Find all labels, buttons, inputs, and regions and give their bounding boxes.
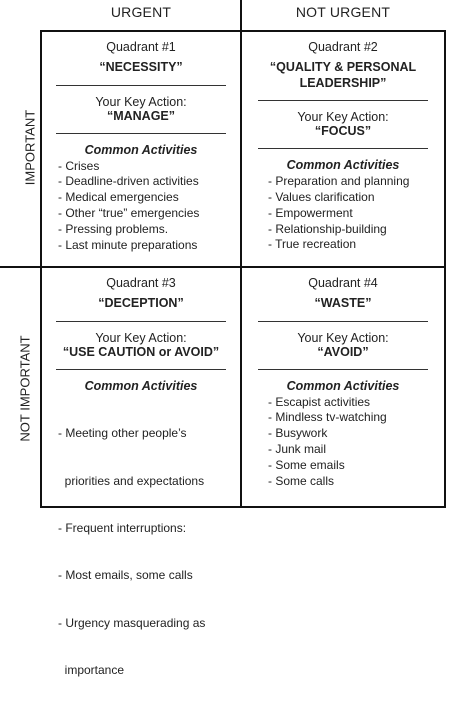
quadrant-name: “WASTE” — [314, 296, 372, 310]
key-action-value: “USE CAUTION or AVOID” — [62, 344, 220, 359]
key-action-value: “AVOID” — [317, 344, 369, 359]
activity-item: - Meeting other people’s — [58, 426, 187, 441]
quadrant-number: Quadrant #1 — [106, 40, 176, 54]
separator-line — [258, 321, 428, 322]
activity-item: - Some emails — [268, 457, 345, 472]
row-header-not-important: NOT IMPORTANT — [17, 335, 33, 442]
quadrant-number: Quadrant #2 — [308, 40, 378, 54]
activity-item: - Last minute preparations — [58, 237, 198, 252]
common-activities-title: Common Activities — [84, 142, 198, 157]
quadrant-number: Quadrant #3 — [106, 276, 176, 290]
common-activities-title: Common Activities — [286, 378, 400, 393]
separator-line — [56, 133, 226, 134]
activity-item: - Busywork — [268, 426, 328, 441]
activity-item: - Most emails, some calls — [58, 568, 193, 583]
separator-line — [56, 85, 226, 86]
activity-item: - Values clarification — [268, 190, 375, 205]
separator-line — [56, 369, 226, 370]
quadrant-number: Quadrant #4 — [308, 276, 378, 290]
activity-item: - Pressing problems. — [58, 221, 169, 236]
horizontal-divider — [0, 266, 446, 268]
key-action-value: “MANAGE” — [106, 108, 176, 123]
activity-item: importance — [58, 663, 125, 678]
common-activities-title: Common Activities — [286, 158, 400, 173]
activity-list — [256, 174, 430, 253]
separator-line — [56, 321, 226, 322]
quadrant-name: “NECESSITY” — [99, 60, 183, 74]
key-action-label: Your Key Action: — [297, 330, 389, 345]
quadrant-name: “QUALITY & PERSONAL LEADERSHIP” — [269, 60, 417, 90]
activity-list — [52, 159, 230, 254]
quadrant-4 — [242, 276, 444, 489]
activity-item: - Escapist activities — [268, 394, 371, 409]
activity-item: priorities and expectations — [58, 473, 205, 488]
quadrant-name: “DECEPTION” — [98, 296, 184, 310]
activity-item: - Frequent interruptions: — [58, 521, 187, 535]
activity-list — [52, 395, 230, 711]
activity-item: - Urgency masquerading as — [58, 615, 206, 630]
separator-line — [258, 369, 428, 370]
quadrant-3 — [42, 276, 240, 711]
activity-item: - Other “true” emergencies — [58, 206, 200, 221]
row-header-important: IMPORTANT — [22, 109, 38, 186]
activity-item: - Mindless tv-watching — [268, 410, 387, 425]
key-action-value: “FOCUS” — [314, 124, 372, 139]
key-action-label: Your Key Action: — [95, 330, 187, 345]
separator-line — [258, 148, 428, 149]
key-action-label: Your Key Action: — [95, 94, 187, 109]
top-border — [40, 30, 446, 32]
activity-list — [256, 395, 430, 490]
key-action-label: Your Key Action: — [297, 110, 389, 125]
activity-item: - Medical emergencies — [58, 190, 179, 205]
quadrant-2 — [242, 40, 444, 253]
activity-item: - Some calls — [268, 473, 335, 488]
activity-item: - Crises — [58, 158, 100, 173]
common-activities-title: Common Activities — [84, 378, 198, 393]
activity-item: - Empowerment — [268, 205, 353, 220]
activity-item: - Relationship-building — [268, 221, 387, 236]
activity-item: - Deadline-driven activities — [58, 174, 199, 189]
activity-item: - True recreation — [268, 237, 357, 252]
activity-item: - Preparation and planning — [268, 174, 410, 189]
quadrant-1 — [42, 40, 240, 253]
separator-line — [258, 100, 428, 101]
column-header-urgent: URGENT — [110, 4, 172, 20]
right-border — [444, 30, 446, 508]
column-header-not-urgent: NOT URGENT — [295, 4, 391, 20]
activity-item: - Junk mail — [268, 442, 327, 457]
